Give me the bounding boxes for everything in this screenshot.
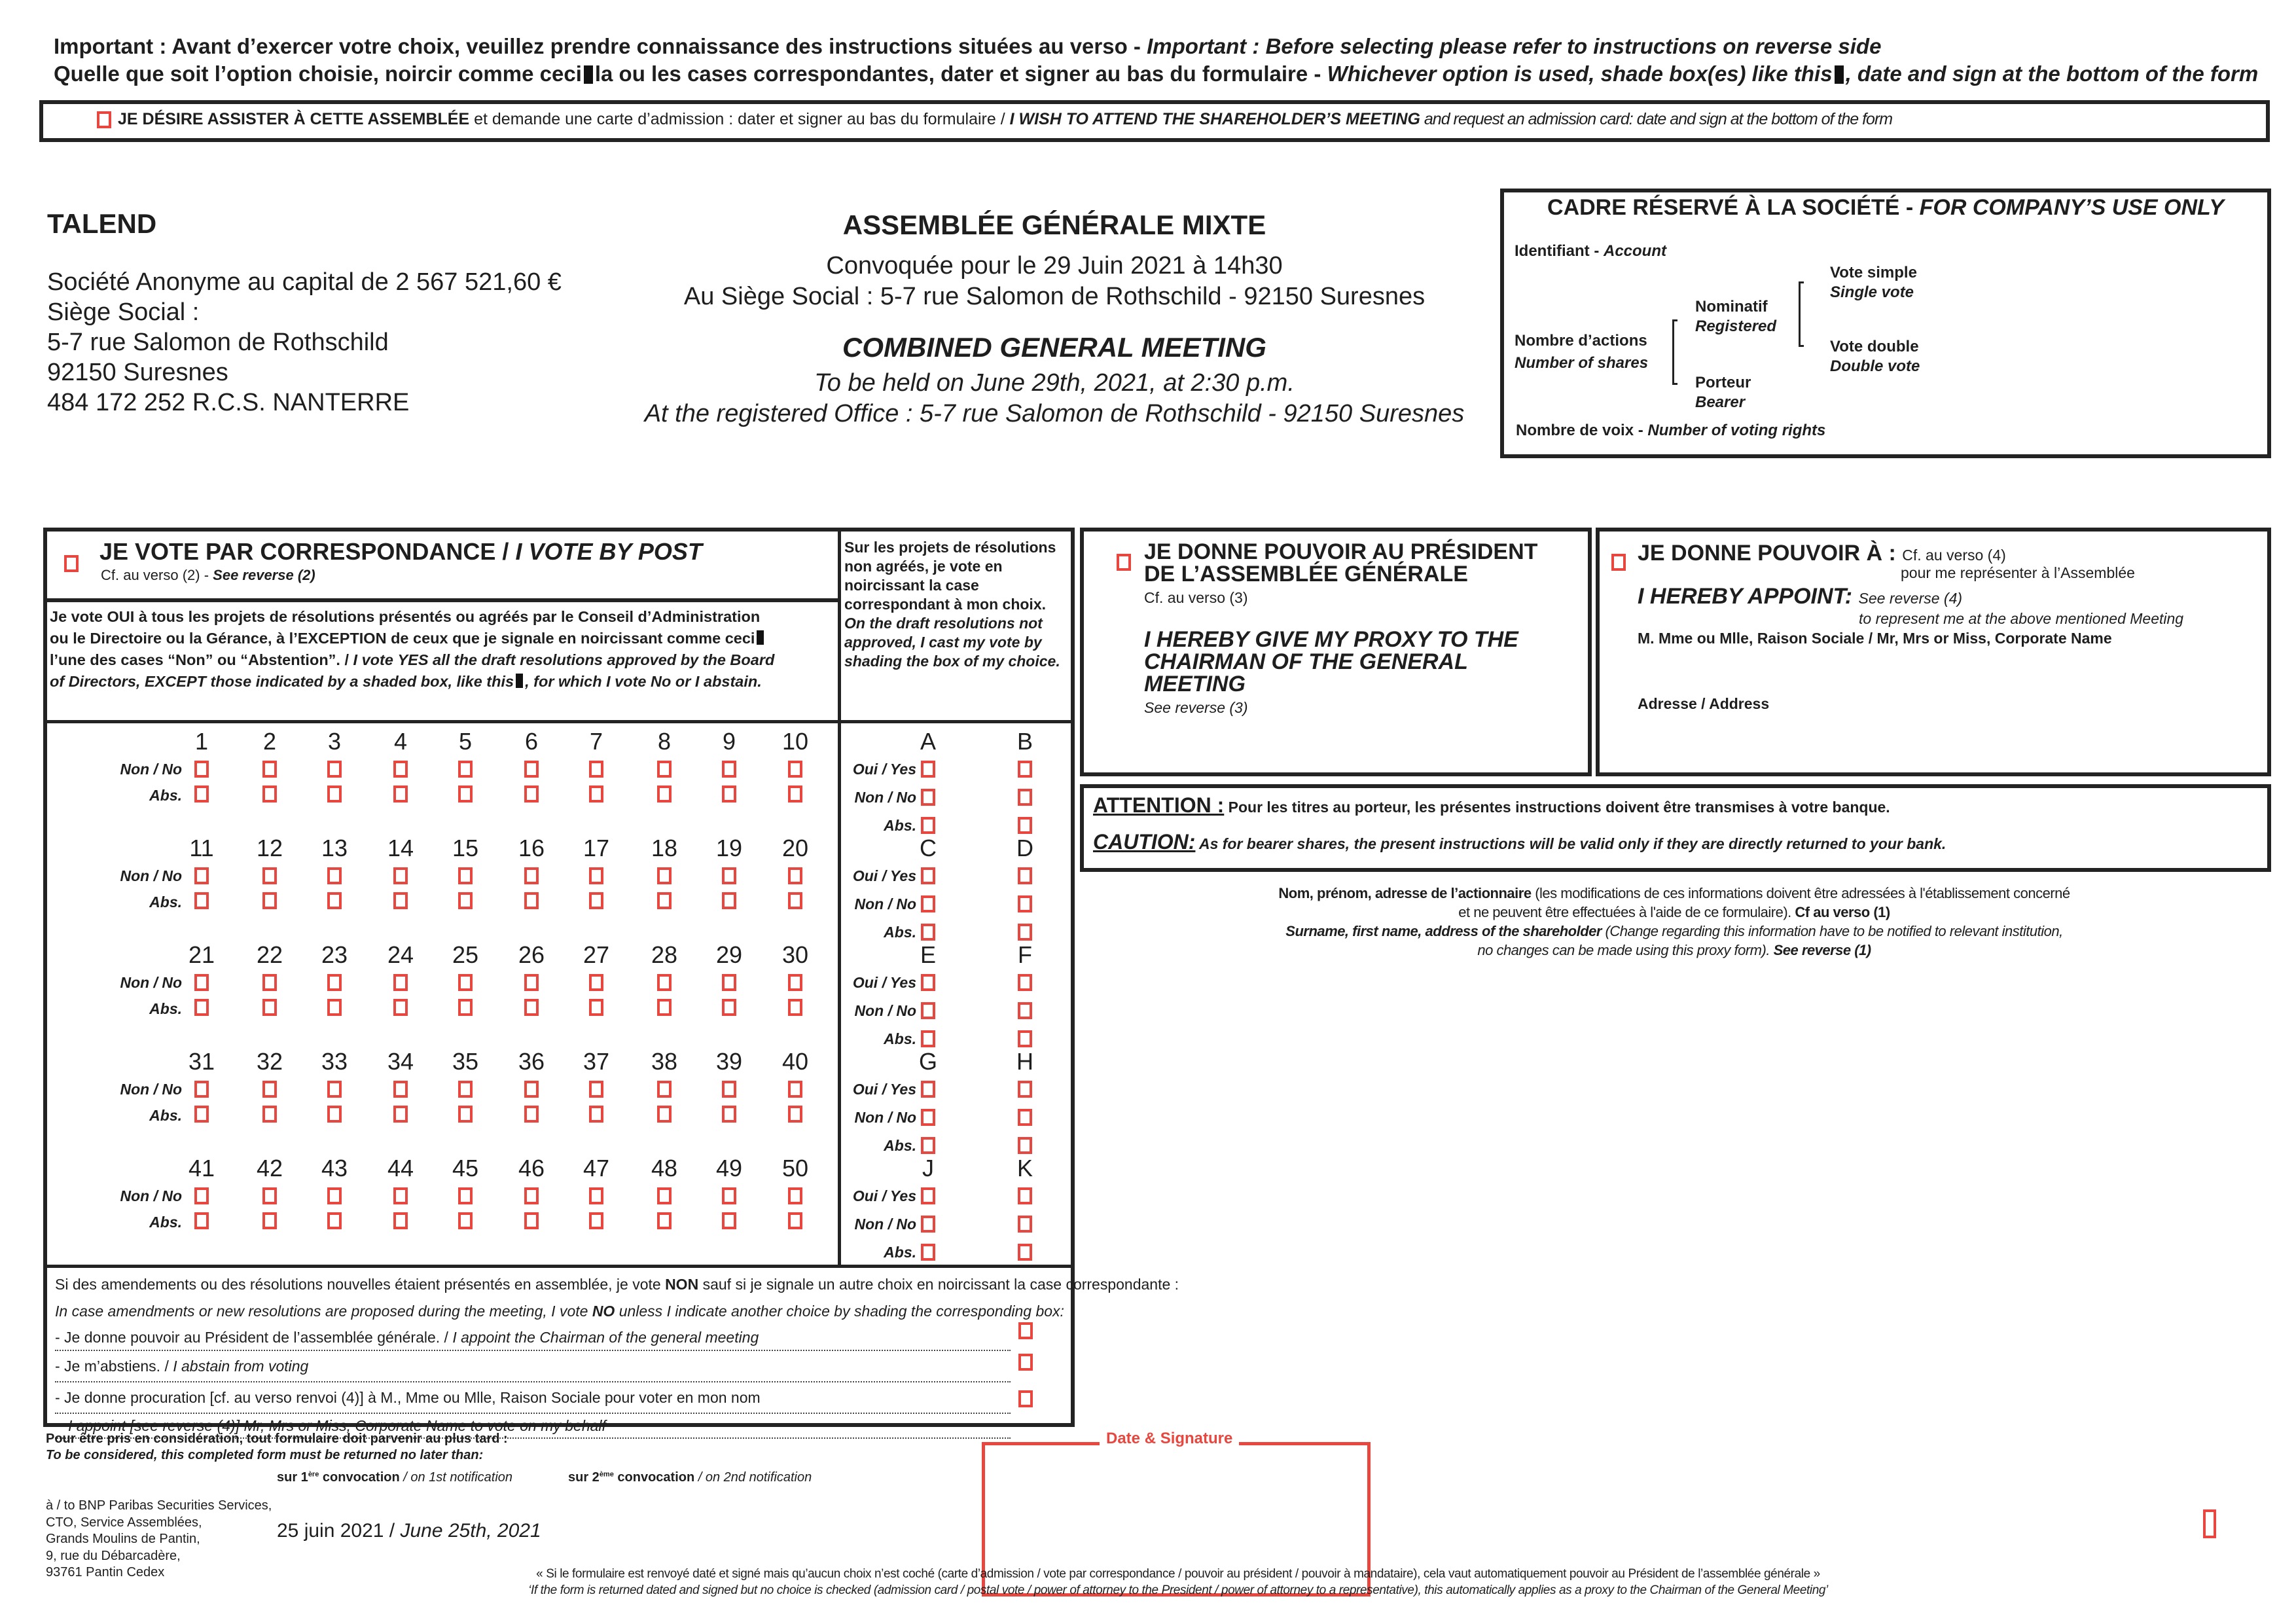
- resolution-43-abstain-checkbox[interactable]: [327, 1212, 342, 1229]
- resolution-number: 28: [651, 941, 678, 968]
- second-notification-label: sur 2ème convocation / on 2nd notification: [568, 1470, 812, 1485]
- deadline-date: 25 juin 2021 / June 25th, 2021: [277, 1520, 541, 1542]
- non-agreed-letter: B: [1016, 728, 1033, 755]
- resolution-35-abstain-checkbox[interactable]: [458, 1106, 473, 1123]
- resolution-10-abstain-checkbox[interactable]: [788, 785, 802, 803]
- company-use-title: CADRE RÉSERVÉ À LA SOCIÉTÉ - FOR COMPANY’S USE ONLY: [1547, 195, 2224, 220]
- attention-fr: ATTENTION : Pour les titres au porteur, les présentes instructions doivent être transmises à votre banque.: [1093, 793, 1890, 817]
- resolution-14-no-checkbox[interactable]: [393, 867, 408, 884]
- non-agreed-letter: G: [918, 1048, 937, 1075]
- resolution-34-abstain-checkbox[interactable]: [393, 1106, 408, 1123]
- attention-en: CAUTION: As for bearer shares, the present instructions will be valid only if they are directly returned to your bank.: [1093, 830, 1946, 854]
- resolution-46-no-checkbox[interactable]: [524, 1187, 539, 1204]
- resolution-2-no-checkbox[interactable]: [262, 761, 277, 778]
- resolution-number: 16: [518, 835, 545, 861]
- resolution-5-no-checkbox[interactable]: [458, 761, 473, 778]
- resolution-38-abstain-checkbox[interactable]: [657, 1106, 672, 1123]
- resolution-20-abstain-checkbox[interactable]: [788, 892, 802, 909]
- resolution-44-no-checkbox[interactable]: [393, 1187, 408, 1204]
- appoint-address-label: Adresse / Address: [1638, 695, 1770, 712]
- resolution-49-abstain-checkbox[interactable]: [722, 1212, 736, 1229]
- non-agreed-letter: D: [1016, 835, 1033, 861]
- resolution-number: 32: [256, 1048, 283, 1075]
- resolution-21-abstain-checkbox[interactable]: [194, 999, 209, 1016]
- shareholder-info: Nom, prénom, adresse de l’actionnaire (les modifications de ces informations doivent être adressées à l'établissement concerné et ne peuvent être effectuées à l'aide de ce formulaire). Cf au verso (1) Surname, first name, address of the shareholder (Change regarding this information have to be notified to relevant institution, no changes can be made using this proxy form). See reverse (1): [1278, 885, 2070, 958]
- resolution-20-no-checkbox[interactable]: [788, 867, 802, 884]
- resolution-number: 44: [387, 1155, 414, 1182]
- non-agreed-C-no-checkbox[interactable]: [921, 895, 935, 912]
- resolution-number: 17: [583, 835, 610, 861]
- label-abstain: Abs.: [149, 1107, 182, 1124]
- non-agreed-F-yes-checkbox[interactable]: [1018, 974, 1032, 991]
- resolution-number: 49: [715, 1155, 743, 1182]
- non-agreed-G-abstain-checkbox[interactable]: [921, 1137, 935, 1154]
- resolution-number: 50: [781, 1155, 809, 1182]
- amend-chairman-checkbox[interactable]: [1018, 1322, 1033, 1339]
- non-agreed-E-no-checkbox[interactable]: [921, 1002, 935, 1019]
- instruction-line-1: Important : Avant d’exercer votre choix, veuillez prendre connaissance des instructions situées au verso - Important : Before selecting please refer to instructions on reverse side: [54, 34, 1882, 58]
- resolution-number: 10: [781, 728, 809, 755]
- resolution-number: 41: [188, 1155, 215, 1182]
- resolution-8-no-checkbox[interactable]: [657, 761, 672, 778]
- label-yes: Oui / Yes: [852, 1187, 916, 1204]
- resolution-24-abstain-checkbox[interactable]: [393, 999, 408, 1016]
- label-yes: Oui / Yes: [852, 867, 916, 884]
- resolution-37-abstain-checkbox[interactable]: [589, 1106, 603, 1123]
- registered-label: Nominatif Registered: [1695, 298, 1777, 335]
- company-use-box: [1500, 189, 2271, 458]
- resolution-46-abstain-checkbox[interactable]: [524, 1212, 539, 1229]
- non-agreed-letter: F: [1018, 941, 1032, 968]
- resolution-24-no-checkbox[interactable]: [393, 974, 408, 991]
- company-details: Société Anonyme au capital de 2 567 521,60 € Siège Social : 5-7 rue Salomon de Rothschild 92150 Suresnes 484 172 252 R.C.S. NANTERRE: [47, 268, 562, 416]
- appoint-sub-fr: pour me représenter à l’Assemblée: [1901, 564, 2135, 581]
- resolution-15-no-checkbox[interactable]: [458, 867, 473, 884]
- resolution-number: 3: [327, 728, 342, 755]
- proxy-president-checkbox[interactable]: [1117, 554, 1131, 571]
- resolution-number: 29: [715, 941, 743, 968]
- label-no: Non / No: [120, 761, 182, 778]
- non-agreed-letter: J: [922, 1155, 934, 1182]
- label-abstain: Abs.: [149, 1000, 182, 1017]
- resolution-number: 34: [387, 1048, 414, 1075]
- non-agreed-letter: E: [920, 941, 936, 968]
- appoint-name-label: M. Mme ou Mlle, Raison Sociale / Mr, Mrs or Miss, Corporate Name: [1638, 630, 2112, 647]
- attend-meeting-text: JE DÉSIRE ASSISTER À CETTE ASSEMBLÉE et demande une carte d’admission : dater et signer au bas du formulaire / I WISH TO ATTEND THE SHAREHOLDER’S MEETING and request an admission card: date and sign at the bottom of the form: [118, 110, 1893, 128]
- non-agreed-B-no-checkbox[interactable]: [1018, 789, 1032, 806]
- date-signature-label: Date & Signature: [1100, 1430, 1239, 1448]
- resolution-4-no-checkbox[interactable]: [393, 761, 408, 778]
- resolution-3-no-checkbox[interactable]: [327, 761, 342, 778]
- account-label: Identifiant - Account: [1515, 242, 1666, 260]
- shares-label: Nombre d’actions Number of shares: [1515, 332, 1649, 372]
- appoint-title: JE DONNE POUVOIR À : Cf. au verso (4): [1638, 541, 2006, 566]
- resolution-number: 20: [781, 835, 809, 861]
- label-yes: Oui / Yes: [852, 761, 916, 778]
- non-agreed-instructions: Sur les projets de résolutions non agréés, je vote en noircissant la case correspondant à mon choix. On the draft resolutions not approved, I cast my vote by shading the box of my choice.: [844, 539, 1060, 670]
- resolution-number: 5: [458, 728, 473, 755]
- label-abstain: Abs.: [149, 1214, 182, 1231]
- resolution-50-abstain-checkbox[interactable]: [788, 1212, 802, 1229]
- resolution-1-no-checkbox[interactable]: [194, 761, 209, 778]
- resolution-number: 4: [393, 728, 408, 755]
- label-abstain: Abs.: [149, 893, 182, 911]
- resolution-9-abstain-checkbox[interactable]: [722, 785, 736, 803]
- non-agreed-B-abstain-checkbox[interactable]: [1018, 817, 1032, 834]
- label-abstain: Abs.: [884, 924, 916, 941]
- resolution-41-no-checkbox[interactable]: [194, 1187, 209, 1204]
- resolution-22-no-checkbox[interactable]: [262, 974, 277, 991]
- label-no: Non / No: [854, 789, 916, 806]
- resolution-10-no-checkbox[interactable]: [788, 761, 802, 778]
- amend-proxy-checkbox[interactable]: [1018, 1390, 1033, 1407]
- resolution-23-no-checkbox[interactable]: [327, 974, 342, 991]
- resolution-17-abstain-checkbox[interactable]: [589, 892, 603, 909]
- footer-note: « Si le formulaire est renvoyé daté et signé mais qu’aucun choix n’est coché (carte d’admission / vote par correspondance / pouvoir au président / pouvoir à mandataire), cela vaut automatiquement pouvoir au Président de l’assemblée générale » ‘If the form is returned dated and signed but no choice is checked (admission card / postal vote / power of attorney to the President / power of attorney to a representative), this automatically applies as a proxy to the Chairman of the General Meeting’: [528, 1567, 1828, 1597]
- non-agreed-E-abstain-checkbox[interactable]: [921, 1030, 935, 1047]
- resolution-number: 12: [256, 835, 283, 861]
- resolution-16-abstain-checkbox[interactable]: [524, 892, 539, 909]
- resolution-25-abstain-checkbox[interactable]: [458, 999, 473, 1016]
- meeting-title-en: COMBINED GENERAL MEETING: [842, 332, 1266, 363]
- label-no: Non / No: [854, 1002, 916, 1019]
- double-vote-label: Vote double Double vote: [1830, 338, 1920, 375]
- resolution-number: 35: [452, 1048, 479, 1075]
- resolution-35-no-checkbox[interactable]: [458, 1081, 473, 1098]
- proxy-president-ref-en: See reverse (3): [1144, 699, 1248, 716]
- resolution-31-no-checkbox[interactable]: [194, 1081, 209, 1098]
- resolution-33-abstain-checkbox[interactable]: [327, 1106, 342, 1123]
- first-notification-label: sur 1ère convocation / on 1st notification: [277, 1470, 513, 1485]
- non-agreed-G-yes-checkbox[interactable]: [921, 1081, 935, 1098]
- label-no: Non / No: [854, 1216, 916, 1233]
- resolution-28-abstain-checkbox[interactable]: [657, 999, 672, 1016]
- shaded-box-example-icon: [1835, 65, 1844, 84]
- resolution-29-no-checkbox[interactable]: [722, 974, 736, 991]
- label-no: Non / No: [120, 867, 182, 884]
- resolution-16-no-checkbox[interactable]: [524, 867, 539, 884]
- non-agreed-D-abstain-checkbox[interactable]: [1018, 924, 1032, 941]
- non-agreed-C-yes-checkbox[interactable]: [921, 867, 935, 884]
- label-yes: Oui / Yes: [852, 1081, 916, 1098]
- return-address: à / to BNP Paribas Securities Services, CTO, Service Assemblées, Grands Moulins de Pantin, 9, rue du Débarcadère, 93761 Pantin Cedex: [46, 1498, 272, 1579]
- shaded-box-example-icon: [584, 65, 593, 84]
- resolution-38-no-checkbox[interactable]: [657, 1081, 672, 1098]
- label-abstain: Abs.: [884, 817, 916, 834]
- resolution-number: 36: [518, 1048, 545, 1075]
- bearer-label: Porteur Bearer: [1695, 374, 1751, 411]
- resolution-number: 45: [452, 1155, 479, 1182]
- non-agreed-C-abstain-checkbox[interactable]: [921, 924, 935, 941]
- resolution-number: 2: [262, 728, 277, 755]
- label-no: Non / No: [854, 1109, 916, 1126]
- resolution-number: 33: [321, 1048, 348, 1075]
- divider: [43, 1265, 1075, 1268]
- meeting-place-en: At the registered Office : 5-7 rue Salomon de Rothschild - 92150 Suresnes: [644, 400, 1465, 427]
- appoint-proxy-checkbox[interactable]: [1611, 554, 1626, 571]
- bracket-icon: [1672, 319, 1677, 385]
- non-agreed-A-no-checkbox[interactable]: [921, 789, 935, 806]
- resolution-number: 9: [722, 728, 736, 755]
- resolution-number: 22: [256, 941, 283, 968]
- proxy-president-ref-fr: Cf. au verso (3): [1144, 589, 1248, 606]
- resolution-28-no-checkbox[interactable]: [657, 974, 672, 991]
- non-agreed-H-yes-checkbox[interactable]: [1018, 1081, 1032, 1098]
- resolution-11-no-checkbox[interactable]: [194, 867, 209, 884]
- resolution-49-no-checkbox[interactable]: [722, 1187, 736, 1204]
- resolution-33-no-checkbox[interactable]: [327, 1081, 342, 1098]
- appoint-sub-en: to represent me at the above mentioned Meeting: [1859, 610, 2184, 627]
- label-abstain: Abs.: [884, 1137, 916, 1154]
- non-agreed-J-yes-checkbox[interactable]: [921, 1187, 935, 1204]
- resolution-number: 13: [321, 835, 348, 861]
- resolution-39-abstain-checkbox[interactable]: [722, 1106, 736, 1123]
- resolution-number: 24: [387, 941, 414, 968]
- resolution-17-no-checkbox[interactable]: [589, 867, 603, 884]
- resolution-45-abstain-checkbox[interactable]: [458, 1212, 473, 1229]
- resolution-number: 46: [518, 1155, 545, 1182]
- vote-by-post-checkbox[interactable]: [64, 555, 79, 572]
- resolution-4-abstain-checkbox[interactable]: [393, 785, 408, 803]
- resolution-19-no-checkbox[interactable]: [722, 867, 736, 884]
- resolution-2-abstain-checkbox[interactable]: [262, 785, 277, 803]
- resolution-36-abstain-checkbox[interactable]: [524, 1106, 539, 1123]
- non-agreed-K-abstain-checkbox[interactable]: [1018, 1244, 1032, 1261]
- resolution-number: 26: [518, 941, 545, 968]
- non-agreed-F-abstain-checkbox[interactable]: [1018, 1030, 1032, 1047]
- shaded-box-example-icon: [757, 630, 764, 645]
- resolution-number: 39: [715, 1048, 743, 1075]
- meeting-place-fr: Au Siège Social : 5-7 rue Salomon de Rothschild - 92150 Suresnes: [683, 283, 1426, 310]
- resolution-number: 15: [452, 835, 479, 861]
- meeting-title-fr: ASSEMBLÉE GÉNÉRALE MIXTE: [842, 209, 1266, 240]
- resolution-number: 21: [188, 941, 215, 968]
- non-agreed-letter: K: [1016, 1155, 1033, 1182]
- resolution-number: 19: [715, 835, 743, 861]
- resolution-number: 18: [651, 835, 678, 861]
- resolution-12-abstain-checkbox[interactable]: [262, 892, 277, 909]
- resolution-31-abstain-checkbox[interactable]: [194, 1106, 209, 1123]
- label-no: Non / No: [120, 974, 182, 991]
- resolution-21-no-checkbox[interactable]: [194, 974, 209, 991]
- resolution-29-abstain-checkbox[interactable]: [722, 999, 736, 1016]
- resolution-18-no-checkbox[interactable]: [657, 867, 672, 884]
- resolution-39-no-checkbox[interactable]: [722, 1081, 736, 1098]
- divider: [43, 720, 1075, 723]
- label-abstain: Abs.: [884, 1244, 916, 1261]
- resolution-45-no-checkbox[interactable]: [458, 1187, 473, 1204]
- resolution-6-abstain-checkbox[interactable]: [524, 785, 539, 803]
- vote-instructions: Je vote OUI à tous les projets de résolutions présentés ou agréés par le Conseil d’Administration ou le Directoire ou la Gérance, à l’EXCEPTION de ceux que je signale en noircissant comme ceci l’une des cases “Non” ou “Abstention”. / I vote YES all the draft resolutions approved by the Board of Directors, EXCEPT those indicated by a shaded box, like this , for which I vote No or I abstain.: [50, 608, 775, 690]
- resolution-50-no-checkbox[interactable]: [788, 1187, 802, 1204]
- resolution-26-abstain-checkbox[interactable]: [524, 999, 539, 1016]
- vote-by-post-title: JE VOTE PAR CORRESPONDANCE / I VOTE BY POST: [99, 538, 702, 565]
- resolution-number: 48: [651, 1155, 678, 1182]
- resolution-18-abstain-checkbox[interactable]: [657, 892, 672, 909]
- resolution-48-abstain-checkbox[interactable]: [657, 1212, 672, 1229]
- resolution-number: 23: [321, 941, 348, 968]
- amendments-section: Si des amendements ou des résolutions nouvelles étaient présentés en assemblée, je vote NON sauf si je signale un autre choix en noircissant la case correspondante : In case amendments or new resolutions are proposed during the meeting, I vote NO unless I indicate another choice by shading the corresponding box: - Je donne pouvoir au Président de l’assemblée générale. / I appoint the Chairman of the general meeting - Je m’abstiens. / I abstain from voting - Je donne procuration [cf. au verso renvoi (4)] à M., Mme ou Mlle, Raison Sociale pour voter en mon nom I appoint [see reverse (4)] Mr, Mrs or Miss, Corporate Name to vote on my behalf: [55, 1271, 1011, 1439]
- resolution-number: 31: [188, 1048, 215, 1075]
- resolution-43-no-checkbox[interactable]: [327, 1187, 342, 1204]
- resolution-number: 25: [452, 941, 479, 968]
- resolution-number: 27: [583, 941, 610, 968]
- non-agreed-J-no-checkbox[interactable]: [921, 1216, 935, 1233]
- resolution-14-abstain-checkbox[interactable]: [393, 892, 408, 909]
- vote-by-post-ref: Cf. au verso (2) - See reverse (2): [101, 567, 315, 583]
- resolution-30-abstain-checkbox[interactable]: [788, 999, 802, 1016]
- reference-box: [2203, 1509, 2216, 1538]
- bracket-icon: [1799, 281, 1804, 347]
- non-agreed-B-yes-checkbox[interactable]: [1018, 761, 1032, 778]
- non-agreed-J-abstain-checkbox[interactable]: [921, 1244, 935, 1261]
- resolution-number: 37: [583, 1048, 610, 1075]
- resolution-9-no-checkbox[interactable]: [722, 761, 736, 778]
- resolution-41-abstain-checkbox[interactable]: [194, 1212, 209, 1229]
- non-agreed-E-yes-checkbox[interactable]: [921, 974, 935, 991]
- resolution-8-abstain-checkbox[interactable]: [657, 785, 672, 803]
- resolution-47-abstain-checkbox[interactable]: [589, 1212, 603, 1229]
- non-agreed-G-no-checkbox[interactable]: [921, 1109, 935, 1126]
- resolution-34-no-checkbox[interactable]: [393, 1081, 408, 1098]
- resolution-number: 38: [651, 1048, 678, 1075]
- resolution-40-abstain-checkbox[interactable]: [788, 1106, 802, 1123]
- shaded-box-example-icon: [516, 674, 523, 688]
- non-agreed-H-abstain-checkbox[interactable]: [1018, 1137, 1032, 1154]
- resolution-6-no-checkbox[interactable]: [524, 761, 539, 778]
- attend-meeting-checkbox[interactable]: [97, 111, 111, 128]
- resolution-36-no-checkbox[interactable]: [524, 1081, 539, 1098]
- meeting-date-en: To be held on June 29th, 2021, at 2:30 p.m.: [814, 369, 1295, 397]
- non-agreed-letter: C: [920, 835, 937, 861]
- non-agreed-D-yes-checkbox[interactable]: [1018, 867, 1032, 884]
- proxy-president-title-en: I HEREBY GIVE MY PROXY TO THE CHAIRMAN OF THE GENERAL MEETING: [1144, 627, 1518, 696]
- resolution-7-no-checkbox[interactable]: [589, 761, 603, 778]
- resolution-25-no-checkbox[interactable]: [458, 974, 473, 991]
- resolution-19-abstain-checkbox[interactable]: [722, 892, 736, 909]
- resolution-42-abstain-checkbox[interactable]: [262, 1212, 277, 1229]
- single-vote-label: Vote simple Single vote: [1830, 264, 1917, 301]
- resolution-3-abstain-checkbox[interactable]: [327, 785, 342, 803]
- proxy-president-title: JE DONNE POUVOIR AU PRÉSIDENT DE L’ASSEMBLÉE GÉNÉRALE: [1144, 539, 1538, 586]
- label-no: Non / No: [120, 1081, 182, 1098]
- label-yes: Oui / Yes: [852, 974, 916, 991]
- meeting-info: [589, 209, 1520, 429]
- resolution-number: 1: [194, 728, 209, 755]
- resolution-37-no-checkbox[interactable]: [589, 1081, 603, 1098]
- resolution-48-no-checkbox[interactable]: [657, 1187, 672, 1204]
- non-agreed-K-no-checkbox[interactable]: [1018, 1216, 1032, 1233]
- resolution-number: 30: [781, 941, 809, 968]
- voting-rights-label: Nombre de voix - Number of voting rights: [1516, 422, 1826, 439]
- resolution-27-no-checkbox[interactable]: [589, 974, 603, 991]
- resolution-number: 43: [321, 1155, 348, 1182]
- resolution-13-no-checkbox[interactable]: [327, 867, 342, 884]
- non-agreed-F-no-checkbox[interactable]: [1018, 1002, 1032, 1019]
- appoint-title-en: I HEREBY APPOINT: See reverse (4): [1638, 584, 1963, 609]
- resolution-number: 47: [583, 1155, 610, 1182]
- deadline-text: Pour être pris en considération, tout formulaire doit parvenir au plus tard : To be considered, this completed form must be returned no later than:: [46, 1432, 508, 1462]
- resolution-47-no-checkbox[interactable]: [589, 1187, 603, 1204]
- non-agreed-D-no-checkbox[interactable]: [1018, 895, 1032, 912]
- resolution-23-abstain-checkbox[interactable]: [327, 999, 342, 1016]
- resolution-15-abstain-checkbox[interactable]: [458, 892, 473, 909]
- non-agreed-A-yes-checkbox[interactable]: [921, 761, 935, 778]
- resolution-40-no-checkbox[interactable]: [788, 1081, 802, 1098]
- label-no: Non / No: [854, 895, 916, 912]
- resolution-22-abstain-checkbox[interactable]: [262, 999, 277, 1016]
- resolution-30-no-checkbox[interactable]: [788, 974, 802, 991]
- non-agreed-A-abstain-checkbox[interactable]: [921, 817, 935, 834]
- resolution-44-abstain-checkbox[interactable]: [393, 1212, 408, 1229]
- resolution-number: 6: [524, 728, 539, 755]
- company-name: TALEND: [47, 208, 157, 239]
- resolution-32-abstain-checkbox[interactable]: [262, 1106, 277, 1123]
- resolution-12-no-checkbox[interactable]: [262, 867, 277, 884]
- non-agreed-K-yes-checkbox[interactable]: [1018, 1187, 1032, 1204]
- non-agreed-H-no-checkbox[interactable]: [1018, 1109, 1032, 1126]
- resolution-32-no-checkbox[interactable]: [262, 1081, 277, 1098]
- non-agreed-letter: H: [1016, 1048, 1033, 1075]
- resolution-number: 11: [189, 835, 214, 861]
- resolution-number: 14: [387, 835, 414, 861]
- divider: [43, 598, 839, 602]
- resolution-42-no-checkbox[interactable]: [262, 1187, 277, 1204]
- resolution-number: 40: [781, 1048, 809, 1075]
- resolution-number: 42: [256, 1155, 283, 1182]
- resolution-7-abstain-checkbox[interactable]: [589, 785, 603, 803]
- label-no: Non / No: [120, 1187, 182, 1204]
- non-agreed-letter: A: [920, 728, 936, 755]
- instruction-line-2: Quelle que soit l’option choisie, noircir comme ceci la ou les cases correspondantes, dater et signer au bas du formulaire - Whichever option is used, shade box(es) like this , date and sign at the bottom of the form: [54, 62, 2259, 86]
- resolution-number: 8: [657, 728, 672, 755]
- resolution-number: 7: [589, 728, 603, 755]
- resolution-5-abstain-checkbox[interactable]: [458, 785, 473, 803]
- resolution-11-abstain-checkbox[interactable]: [194, 892, 209, 909]
- resolution-13-abstain-checkbox[interactable]: [327, 892, 342, 909]
- amend-abstain-checkbox[interactable]: [1018, 1354, 1033, 1371]
- resolution-1-abstain-checkbox[interactable]: [194, 785, 209, 803]
- resolution-26-no-checkbox[interactable]: [524, 974, 539, 991]
- meeting-date-fr: Convoquée pour le 29 Juin 2021 à 14h30: [826, 252, 1283, 280]
- label-abstain: Abs.: [149, 787, 182, 804]
- label-abstain: Abs.: [884, 1030, 916, 1047]
- resolution-27-abstain-checkbox[interactable]: [589, 999, 603, 1016]
